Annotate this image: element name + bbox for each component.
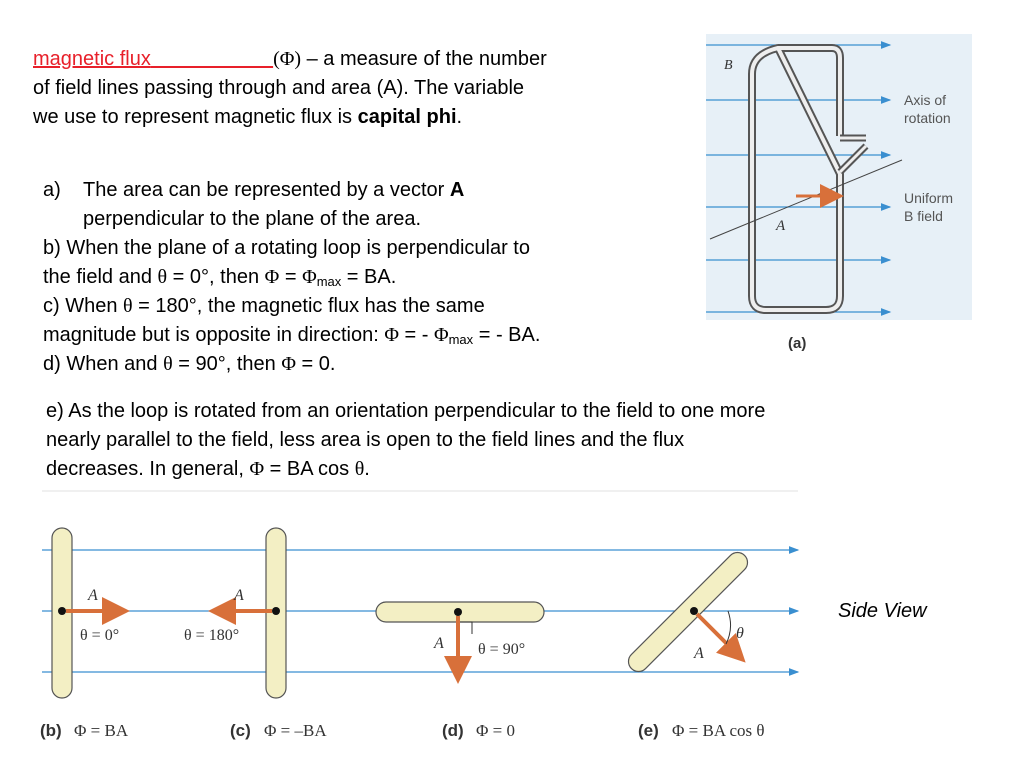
svg-text:Φ = BA: Φ = BA <box>74 721 129 740</box>
axis-label-1: Axis of <box>904 92 947 108</box>
svg-text:(c): (c) <box>230 721 251 740</box>
capital-phi-bold: capital phi <box>357 106 457 128</box>
svg-text:Φ = BA cos θ: Φ = BA cos θ <box>672 721 765 740</box>
figure-a-caption: (a) <box>788 335 807 352</box>
axis-label-2: rotation <box>904 110 951 126</box>
figure-side-views <box>38 488 808 750</box>
svg-text:(e): (e) <box>638 721 659 740</box>
svg-text:A: A <box>234 587 244 604</box>
svg-text:θ = 180°: θ = 180° <box>184 627 240 644</box>
uniform-label-2: B field <box>904 208 943 224</box>
svg-text:A: A <box>694 645 704 662</box>
svg-text:A: A <box>88 587 98 604</box>
b-label: B <box>724 58 733 73</box>
svg-text:θ = 90°: θ = 90° <box>478 641 526 658</box>
point-b-line-1: b) When the plane of a rotating loop is perpendicular to <box>43 237 530 259</box>
point-e-line-1: e) As the loop is rotated from an orientation perpendicular to the field to one more <box>46 400 766 422</box>
svg-text:θ: θ <box>736 625 744 642</box>
point-a-line-2: perpendicular to the plane of the area. <box>83 208 422 230</box>
intro-line-2: of field lines passing through and area (A). The variable <box>33 77 525 99</box>
svg-text:(b): (b) <box>40 721 62 740</box>
intro-line-1: magnetic flux (Φ) – a measure of the number <box>33 48 547 70</box>
loop-d <box>376 602 544 676</box>
svg-text:θ = 0°: θ = 0° <box>80 627 120 644</box>
intro-line-3: we use to represent magnetic flux is capital phi. <box>33 106 463 128</box>
figure-a-rotating-loop <box>706 34 972 356</box>
svg-text:Φ = –BA: Φ = –BA <box>264 721 327 740</box>
flux-symbol: (Φ) <box>273 48 302 70</box>
point-c-line-2: magnitude but is opposite in direction: Φ = - $\Phi_{max}$ = - BA. <box>43 324 541 347</box>
svg-text:A: A <box>434 635 444 652</box>
point-a-line-1: a) The area can be represented by a vector A <box>43 176 464 205</box>
point-e-line-2: nearly parallel to the field, less area is open to the field lines and the flux <box>46 429 685 451</box>
point-a-marker: a) <box>43 179 61 201</box>
uniform-label-1: Uniform <box>904 190 954 206</box>
point-e-line-3: decreases. In general, Φ = BA cos θ. <box>46 458 370 480</box>
area-label: A <box>776 218 786 234</box>
svg-text:Φ = 0: Φ = 0 <box>476 721 516 740</box>
loop-e <box>624 548 751 675</box>
svg-text:(d): (d) <box>442 721 464 740</box>
bottom-captions <box>40 721 765 740</box>
side-view-label: Side View <box>838 600 927 622</box>
point-b-line-2: the field and θ = 0°, then $\Phi = \Phi_{max}$ = BA. <box>43 266 397 289</box>
magnetic-flux-term: magnetic flux <box>33 48 151 70</box>
point-c-line-1: c) When θ = 180°, the magnetic flux has the same <box>43 295 485 317</box>
point-d-line: d) When and θ = 90°, then Φ = 0. <box>43 353 336 375</box>
